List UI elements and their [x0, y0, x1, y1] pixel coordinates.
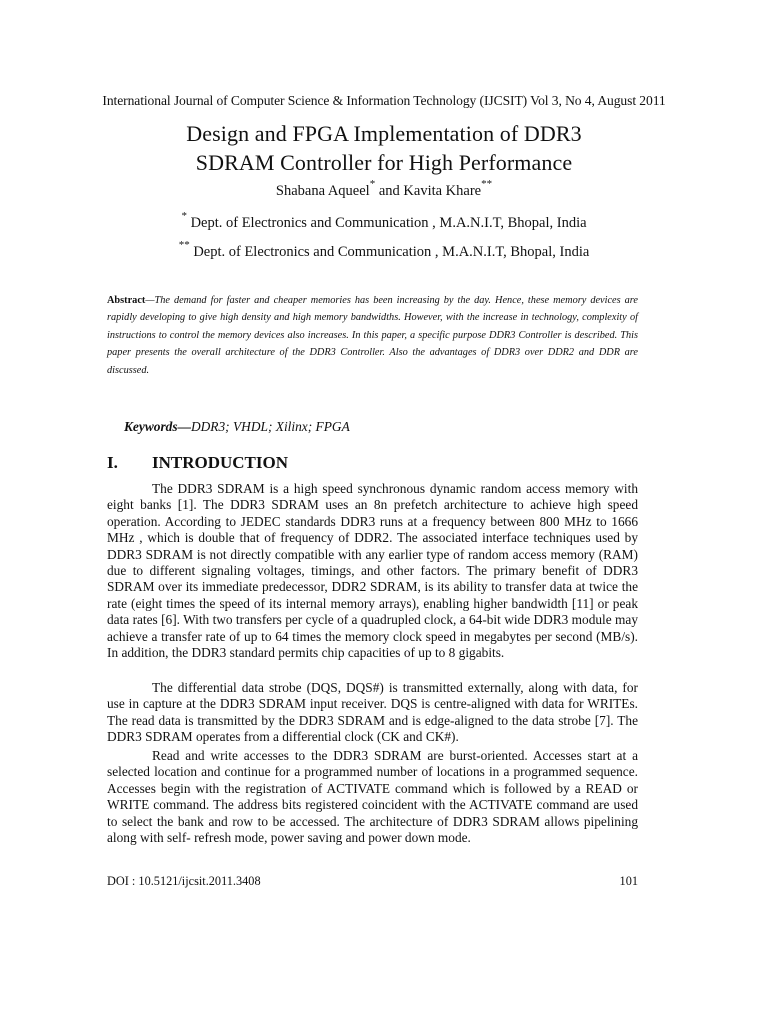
affiliation-2-text: Dept. of Electronics and Communication , M.A.N.I.T, Bhopal, India — [189, 244, 590, 260]
section-heading-introduction — [107, 453, 288, 473]
body-paragraph-2 — [107, 680, 638, 746]
title-line-1: Design and FPGA Implementation of DDR3 — [186, 121, 582, 146]
abstract-text: —The demand for faster and cheaper memories has been increasing by the day. Hence, these memory devices are rapidly developing to give high density and high memory bandwidths. However, with the increase in technology, complexity of instructions to control the memory devices also increases. In this paper, a specific purpose DDR3 Controller is described. This paper presents the overall architecture of the DDR3 Controller. Also the advantages of DDR3 over DDR2 and DDR are discussed. — [107, 295, 638, 376]
body-paragraph-1 — [107, 481, 638, 661]
body-paragraph-3 — [107, 748, 638, 846]
author-1-mark: * — [369, 178, 376, 190]
keywords-label: Keywords— — [124, 419, 191, 434]
paper-title — [0, 119, 768, 177]
affiliation-1-text: Dept. of Electronics and Communication , M.A.N.I.T, Bhopal, India — [186, 215, 587, 231]
keywords — [124, 419, 350, 435]
keywords-text: DDR3; VHDL; Xilinx; FPGA — [190, 419, 350, 434]
abstract-label: Abstract — [107, 295, 146, 306]
section-number: I. — [107, 453, 118, 472]
author-1-name: Shabana Aqueel — [275, 183, 370, 199]
title-line-2: SDRAM Controller for High Performance — [195, 150, 573, 175]
paragraph-text: The DDR3 SDRAM is a high speed synchronous dynamic random access memory with eight banks [1]. The DDR3 SDRAM uses an 8n prefetch architecture to achieve high speed operation. According to JEDEC standards DDR3 runs at a frequency between 800 MHz to 1666 MHz , which is double that of frequency of DDR2. The associated interface techniques used by DDR3 SDRAM is not directly compatible with any earlier type of random access memory (RAM) due to different signaling voltages, timings, and other factors. The primary benefit of DDR3 SDRAM over its immediate predecessor, DDR2 SDRAM, is its ability to transfer data at twice the rate (eight times the speed of its internal memory arrays), enabling higher bandwidth [11] or peak data rates [6]. With two transfers per cycle of a quadrupled clock, a 64-bit wide DDR3 module may achieve a transfer rate of up to 64 times the memory clock speed in megabytes per second (MB/s). In addition, the DDR3 standard permits chip capacities of up to 8 gigabits. — [107, 481, 638, 661]
author-conjunction: and — [375, 183, 404, 199]
doi-text: DOI : 10.5121/ijcsit.2011.3408 — [107, 874, 261, 888]
affiliation-2 — [0, 239, 768, 261]
affiliation-2-mark: ** — [178, 239, 190, 251]
paragraph-text: The differential data strobe (DQS, DQS#) is transmitted externally, along with data, for use in capture at the DDR3 SDRAM input receiver. DQS is centre-aligned with data for WRITEs. The read data is transmitted by the DDR3 SDRAM and is edge-aligned to the data strobe [7]. The DDR3 SDRAM operates from a differential clock (CK and CK#). — [107, 680, 638, 745]
author-2-mark: ** — [481, 178, 493, 190]
section-title: INTRODUCTION — [152, 453, 289, 472]
paragraph-text: Read and write accesses to the DDR3 SDRAM are burst-oriented. Accesses start at a selected location and continue for a programmed number of locations in a programmed sequence. Accesses begin with the registration of ACTIVATE command which is followed by a READ or WRITE command. The address bits registered coincident with the ACTIVATE command are used to select the bank and row to be accessed. The architecture of DDR3 SDRAM allows pipelining along with self- refresh mode, power saving and power down mode. — [107, 748, 638, 846]
abstract — [107, 292, 638, 379]
page-number: 101 — [619, 874, 638, 888]
affiliation-1-mark: * — [181, 210, 187, 222]
affiliation-1 — [0, 210, 768, 232]
author-2-name: Kavita Khare — [403, 183, 482, 199]
author-line — [0, 178, 768, 200]
page-footer — [107, 874, 638, 889]
journal-header: International Journal of Computer Science & Information Technology (IJCSIT) Vol 3, No 4, August 2011 — [102, 93, 666, 108]
